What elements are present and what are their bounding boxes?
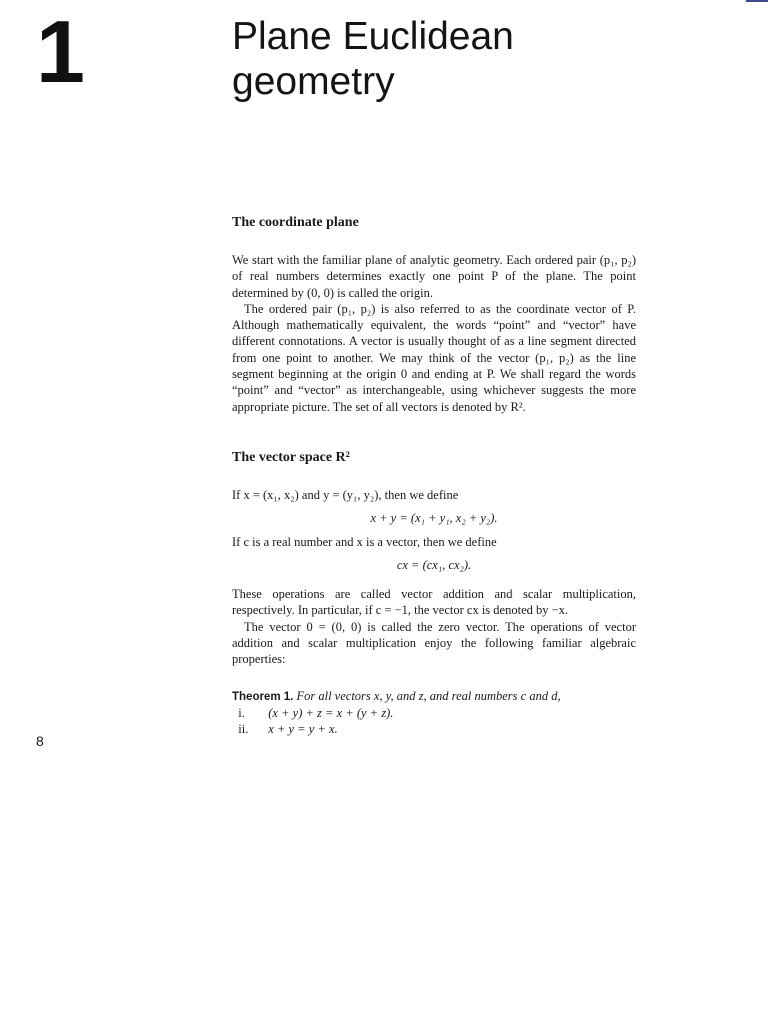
chapter-title [232,14,514,104]
paragraph-zero-vector: The vector 0 = (0, 0) is called the zero vector. The operations of vector addition and scalar multiplication enjoy the following familiar algebraic properties: [232,619,636,667]
chapter-number: 1 [36,2,85,101]
paragraph-define-scalar: If c is a real number and x is a vector, then we define [232,534,497,549]
theorem-item-text: x + y = y + x. [268,722,338,737]
chapter-title-line-1: Plane Euclidean [232,15,514,58]
equation-scalar-multiplication: cx = (cx₁, cx₂). [396,557,472,572]
theorem-item [232,705,636,721]
paragraph-define-addition: If x = (x₁, x₂) and y = (y₁, y₂), then we define [232,487,459,502]
theorem-label: Theorem 1. [232,690,294,703]
paragraph-operations: These operations are called vector addition and scalar multiplication, respectively. In particular, if c = −1, the vector cx is denoted by −x. [232,587,636,618]
paragraph-intro: We start with the familiar plane of analytic geometry. Each ordered pair (p₁, p₂) of real numbers determines exactly one point P of the plane. The point determined by (0, 0) is called the origin. [232,253,636,300]
section-heading-coordinate-plane: The coordinate plane [232,215,359,230]
chapter-title-line-2: geometry [232,60,395,103]
equation-vector-addition: x + y = (x₁ + y₁, x₂ + y₂). [370,511,498,526]
theorem-item-numeral: i. [238,705,245,720]
paragraph-coordinate-vector: The ordered pair (p₁, p₂) is also referred to as the coordinate vector of P. Although mathematically equivalent, the words “point” and “vector” have different connotations. A vector is usually thought of as a line segment directed from one point to another. We may think of the vector (p₁, p₂) as the line segment beginning at the origin 0 and ending at P. We shall regard the words “point” and “vector” as interchangeable, using whichever suggests the more appropriate picture. The set of all vectors is denoted by R². [232,301,636,414]
corner-accent-line [746,0,768,2]
theorem-item [232,721,636,737]
theorem-item-numeral: ii. [238,722,249,737]
theorem-statement: For all vectors x, y, and z, and real numbers c and d, [296,688,561,703]
section-heading-vector-space: The vector space R² [232,449,350,465]
page-body [232,214,636,738]
page-number: 8 [36,733,44,749]
theorem-1 [232,688,636,738]
theorem-item-text: (x + y) + z = x + (y + z). [268,705,394,720]
